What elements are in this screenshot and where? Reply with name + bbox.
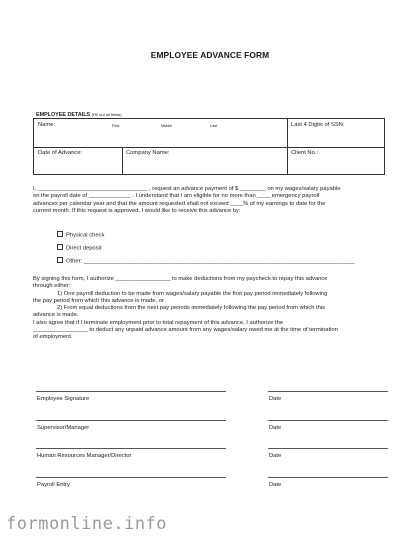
request-line: I, __________________________________ , request an advance payment of $ ________ on my wages/salary payable — [33, 186, 341, 192]
table-col-divider-right — [287, 119, 288, 174]
section-title: EMPLOYEE DETAILS — [36, 112, 91, 118]
table-row-divider — [34, 147, 384, 148]
supervisor-signature-label: Supervisor/Manager — [37, 425, 90, 431]
payroll-signature-line[interactable] — [36, 477, 226, 478]
auth-line: through either: — [33, 283, 71, 290]
checkbox-icon[interactable] — [57, 231, 63, 237]
auth-line: 2) From equal deductions from the next pay periods immediately following the pay period from which this — [57, 305, 326, 312]
last-name-sublabel: Last — [210, 124, 218, 128]
request-line: current month. If this request is approved, I would like to receive this advance by: — [33, 207, 241, 214]
client-number-label: Client No.: — [291, 150, 319, 156]
employee-date-label: Date — [269, 396, 282, 402]
hr-signature-line[interactable] — [36, 448, 226, 449]
auth-line: of employment. — [33, 334, 73, 341]
first-name-sublabel: First — [112, 124, 120, 128]
employee-date-line[interactable] — [268, 391, 388, 392]
hr-date-line[interactable] — [268, 448, 388, 449]
auth-line: I also agree that if I terminate employment prior to total repayment of this advance, I authorize the — [33, 319, 284, 326]
employee-signature-label: Employee Signature — [37, 396, 90, 402]
supervisor-date-label: Date — [269, 425, 282, 431]
option-label: Physical check — [66, 232, 105, 239]
hr-signature-label: Human Resources Manager/Director — [37, 453, 132, 459]
ssn-label: Last 4 Digits of SSN: — [291, 122, 345, 128]
supervisor-signature-line[interactable] — [36, 420, 226, 421]
hr-date-label: Date — [269, 453, 282, 459]
payroll-date-line[interactable] — [268, 477, 388, 478]
auth-line: 1) One payroll deduction to be made from wages/salary payable the first pay period immediately following — [57, 290, 328, 297]
section-note: (Fill out all fields) — [91, 112, 122, 117]
option-physical-check — [57, 231, 104, 239]
employee-signature-line[interactable] — [36, 391, 226, 392]
request-line: on the payroll date of _____________ . I understand that I am eligible for no more than ____ emergency payroll — [33, 193, 320, 200]
middle-name-sublabel: Middle — [161, 124, 173, 128]
option-label: Direct deposit — [66, 245, 102, 252]
payroll-entry-label: Payroll Entry — [37, 482, 70, 488]
date-of-advance-label: Date of Advance: — [38, 150, 83, 156]
checkbox-icon[interactable] — [57, 244, 63, 250]
checkbox-icon[interactable] — [57, 257, 63, 263]
supervisor-date-line[interactable] — [268, 420, 388, 421]
auth-line: By signing this form, I authorize _________________ to make deductions from my paycheck to repay this advance — [33, 276, 328, 282]
option-other — [57, 257, 387, 265]
option-direct-deposit — [57, 244, 101, 252]
payroll-date-label: Date — [269, 482, 282, 488]
name-label: Name: — [38, 122, 56, 128]
auth-line: the pay period from which this advance is made, or — [33, 297, 164, 304]
form-title: EMPLOYEE ADVANCE FORM — [150, 50, 270, 60]
table-col-divider-left — [122, 147, 123, 174]
auth-line: _________________ to deduct any unpaid advance amount from any wages/salary owed me at the time of termination — [33, 327, 338, 334]
employee-details-table — [33, 118, 385, 175]
request-line: advances per calendar year and that the amount requested shall not exceed ____% of my earnings to date for the — [33, 200, 326, 207]
company-name-label: Company Name: — [126, 150, 170, 156]
auth-line: advance is made. — [33, 312, 79, 319]
authorization-paragraph — [33, 276, 389, 342]
request-paragraph — [33, 186, 389, 215]
watermark-text: formonline.info — [6, 514, 168, 534]
option-label: Other: ____________________________________________________________________________________ — [66, 258, 355, 265]
